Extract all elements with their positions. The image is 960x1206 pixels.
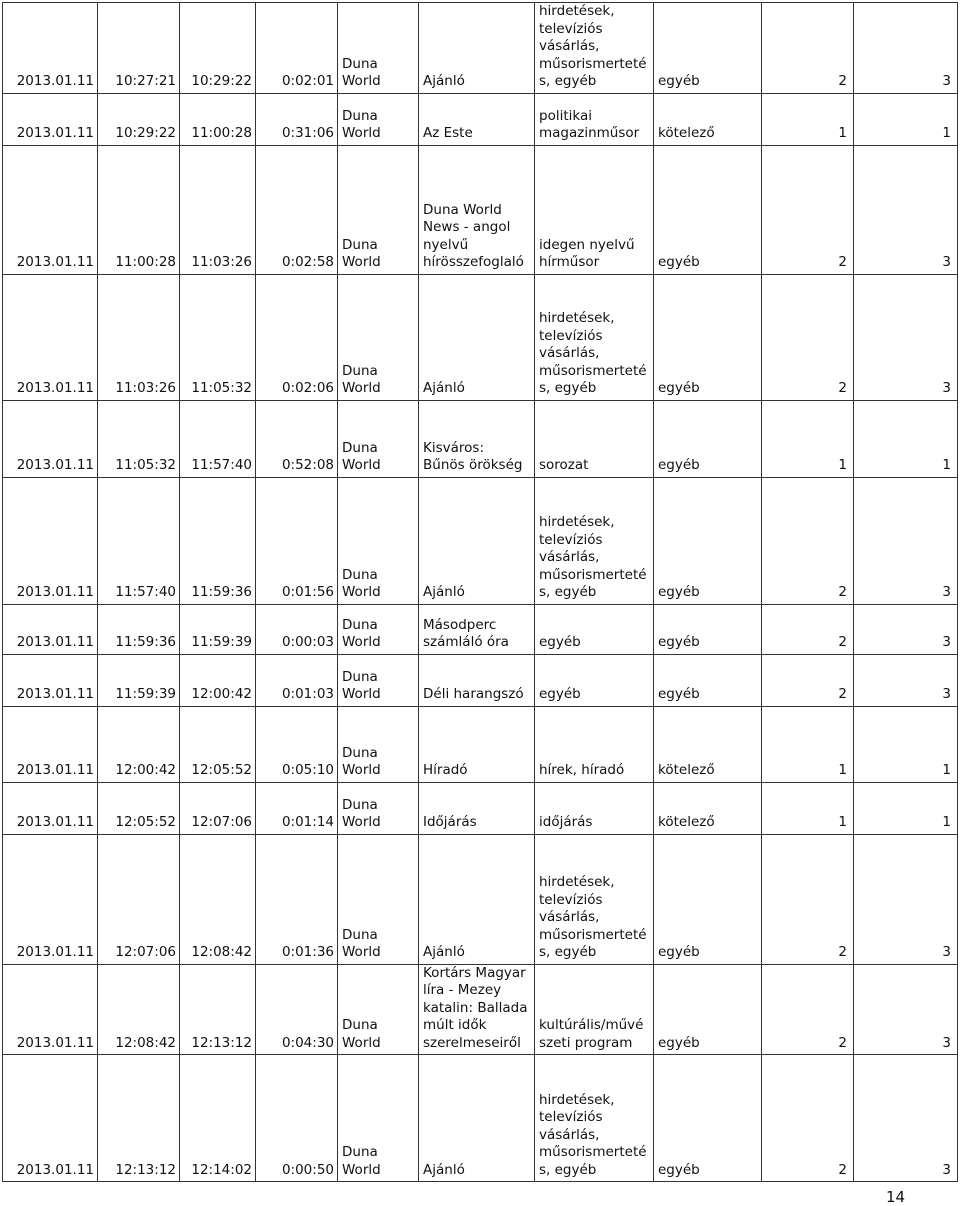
- program-title-cell: Az Este: [419, 93, 535, 145]
- duration-cell: 0:01:56: [256, 477, 338, 604]
- table-row: [3, 782, 958, 834]
- channel-cell: Duna World: [338, 400, 419, 477]
- code-1-cell: 2: [762, 1055, 854, 1182]
- channel-cell: Duna World: [338, 145, 419, 274]
- table-row: [3, 145, 958, 274]
- program-title-cell: Másodperc számláló óra: [419, 604, 535, 654]
- code-2-cell: 3: [854, 477, 958, 604]
- duration-cell: 0:01:14: [256, 782, 338, 834]
- program-title-cell: Kisváros: Bűnös örökség: [419, 400, 535, 477]
- code-1-cell: 1: [762, 93, 854, 145]
- start-time-cell: 11:57:40: [98, 477, 180, 604]
- start-time-cell: 11:05:32: [98, 400, 180, 477]
- table-row: [3, 604, 958, 654]
- genre-cell: kultúrális/művé szeti program: [535, 964, 654, 1055]
- channel-cell: Duna World: [338, 477, 419, 604]
- date-cell: 2013.01.11: [3, 654, 98, 706]
- channel-cell: Duna World: [338, 93, 419, 145]
- date-cell: 2013.01.11: [3, 782, 98, 834]
- page-number: 14: [886, 1188, 906, 1206]
- program-title-cell: Híradó: [419, 706, 535, 782]
- category-cell: egyéb: [654, 400, 762, 477]
- code-2-cell: 3: [854, 964, 958, 1055]
- table-row: [3, 706, 958, 782]
- code-2-cell: 1: [854, 93, 958, 145]
- genre-cell: hirdetések, televíziós vásárlás, műsorismerteté s, egyéb: [535, 834, 654, 964]
- end-time-cell: 11:59:36: [180, 477, 256, 604]
- category-cell: egyéb: [654, 145, 762, 274]
- table-row: [3, 93, 958, 145]
- channel-cell: Duna World: [338, 834, 419, 964]
- date-cell: 2013.01.11: [3, 1055, 98, 1182]
- code-2-cell: 1: [854, 706, 958, 782]
- channel-cell: Duna World: [338, 964, 419, 1055]
- category-cell: egyéb: [654, 964, 762, 1055]
- genre-cell: idegen nyelvű hírműsor: [535, 145, 654, 274]
- code-2-cell: 1: [854, 400, 958, 477]
- duration-cell: 0:00:03: [256, 604, 338, 654]
- channel-cell: Duna World: [338, 1055, 419, 1182]
- date-cell: 2013.01.11: [3, 477, 98, 604]
- category-cell: egyéb: [654, 1055, 762, 1182]
- program-title-cell: Kortárs Magyar líra - Mezey katalin: Ballada múlt idők szerelmeseiről: [419, 964, 535, 1055]
- date-cell: 2013.01.11: [3, 3, 98, 94]
- start-time-cell: 10:29:22: [98, 93, 180, 145]
- code-2-cell: 3: [854, 604, 958, 654]
- genre-cell: hírek, híradó: [535, 706, 654, 782]
- start-time-cell: 10:27:21: [98, 3, 180, 94]
- channel-cell: Duna World: [338, 3, 419, 94]
- start-time-cell: 11:59:39: [98, 654, 180, 706]
- end-time-cell: 10:29:22: [180, 3, 256, 94]
- program-title-cell: Ajánló: [419, 3, 535, 94]
- category-cell: egyéb: [654, 3, 762, 94]
- category-cell: egyéb: [654, 477, 762, 604]
- duration-cell: 0:04:30: [256, 964, 338, 1055]
- code-2-cell: 1: [854, 782, 958, 834]
- code-1-cell: 2: [762, 964, 854, 1055]
- genre-cell: politikai magazinműsor: [535, 93, 654, 145]
- genre-cell: hirdetések, televíziós vásárlás, műsorismerteté s, egyéb: [535, 1055, 654, 1182]
- duration-cell: 0:02:01: [256, 3, 338, 94]
- duration-cell: 0:02:06: [256, 274, 338, 400]
- code-1-cell: 2: [762, 834, 854, 964]
- channel-cell: Duna World: [338, 782, 419, 834]
- end-time-cell: 12:05:52: [180, 706, 256, 782]
- duration-cell: 0:01:36: [256, 834, 338, 964]
- channel-cell: Duna World: [338, 274, 419, 400]
- channel-cell: Duna World: [338, 654, 419, 706]
- date-cell: 2013.01.11: [3, 93, 98, 145]
- date-cell: 2013.01.11: [3, 274, 98, 400]
- category-cell: egyéb: [654, 274, 762, 400]
- program-title-cell: Ajánló: [419, 834, 535, 964]
- code-2-cell: 3: [854, 834, 958, 964]
- end-time-cell: 11:57:40: [180, 400, 256, 477]
- start-time-cell: 11:59:36: [98, 604, 180, 654]
- end-time-cell: 12:08:42: [180, 834, 256, 964]
- table-row: [3, 3, 958, 94]
- code-1-cell: 2: [762, 274, 854, 400]
- channel-cell: Duna World: [338, 706, 419, 782]
- code-2-cell: 3: [854, 274, 958, 400]
- date-cell: 2013.01.11: [3, 604, 98, 654]
- end-time-cell: 11:59:39: [180, 604, 256, 654]
- genre-cell: hirdetések, televíziós vásárlás, műsorismerteté s, egyéb: [535, 274, 654, 400]
- table-row: [3, 834, 958, 964]
- program-title-cell: Időjárás: [419, 782, 535, 834]
- code-1-cell: 2: [762, 477, 854, 604]
- duration-cell: 0:01:03: [256, 654, 338, 706]
- genre-cell: hirdetések, televíziós vásárlás, műsorismerteté s, egyéb: [535, 477, 654, 604]
- start-time-cell: 11:03:26: [98, 274, 180, 400]
- duration-cell: 0:00:50: [256, 1055, 338, 1182]
- code-1-cell: 1: [762, 400, 854, 477]
- code-1-cell: 1: [762, 782, 854, 834]
- code-1-cell: 2: [762, 3, 854, 94]
- code-1-cell: 2: [762, 145, 854, 274]
- category-cell: egyéb: [654, 654, 762, 706]
- code-2-cell: 3: [854, 145, 958, 274]
- table-row: [3, 1055, 958, 1182]
- start-time-cell: 12:08:42: [98, 964, 180, 1055]
- end-time-cell: 11:05:32: [180, 274, 256, 400]
- start-time-cell: 12:00:42: [98, 706, 180, 782]
- category-cell: kötelező: [654, 93, 762, 145]
- end-time-cell: 12:00:42: [180, 654, 256, 706]
- table-row: [3, 477, 958, 604]
- start-time-cell: 11:00:28: [98, 145, 180, 274]
- code-2-cell: 3: [854, 1055, 958, 1182]
- genre-cell: egyéb: [535, 654, 654, 706]
- table-row: [3, 964, 958, 1055]
- category-cell: egyéb: [654, 834, 762, 964]
- program-title-cell: Ajánló: [419, 477, 535, 604]
- code-1-cell: 2: [762, 604, 854, 654]
- end-time-cell: 12:13:12: [180, 964, 256, 1055]
- start-time-cell: 12:13:12: [98, 1055, 180, 1182]
- duration-cell: 0:05:10: [256, 706, 338, 782]
- date-cell: 2013.01.11: [3, 145, 98, 274]
- end-time-cell: 12:07:06: [180, 782, 256, 834]
- end-time-cell: 11:00:28: [180, 93, 256, 145]
- date-cell: 2013.01.11: [3, 964, 98, 1055]
- category-cell: kötelező: [654, 782, 762, 834]
- genre-cell: hirdetések, televíziós vásárlás, műsorismerteté s, egyéb: [535, 3, 654, 94]
- code-2-cell: 3: [854, 654, 958, 706]
- date-cell: 2013.01.11: [3, 400, 98, 477]
- code-1-cell: 2: [762, 654, 854, 706]
- channel-cell: Duna World: [338, 604, 419, 654]
- genre-cell: egyéb: [535, 604, 654, 654]
- date-cell: 2013.01.11: [3, 706, 98, 782]
- program-title-cell: Ajánló: [419, 1055, 535, 1182]
- broadcast-schedule-table: [2, 2, 958, 1182]
- duration-cell: 0:02:58: [256, 145, 338, 274]
- code-2-cell: 3: [854, 3, 958, 94]
- program-title-cell: Duna World News - angol nyelvű hírösszefoglaló: [419, 145, 535, 274]
- program-title-cell: Déli harangszó: [419, 654, 535, 706]
- end-time-cell: 12:14:02: [180, 1055, 256, 1182]
- start-time-cell: 12:07:06: [98, 834, 180, 964]
- genre-cell: időjárás: [535, 782, 654, 834]
- program-title-cell: Ajánló: [419, 274, 535, 400]
- date-cell: 2013.01.11: [3, 834, 98, 964]
- start-time-cell: 12:05:52: [98, 782, 180, 834]
- category-cell: kötelező: [654, 706, 762, 782]
- table-row: [3, 274, 958, 400]
- genre-cell: sorozat: [535, 400, 654, 477]
- duration-cell: 0:31:06: [256, 93, 338, 145]
- code-1-cell: 1: [762, 706, 854, 782]
- table-row: [3, 400, 958, 477]
- duration-cell: 0:52:08: [256, 400, 338, 477]
- category-cell: egyéb: [654, 604, 762, 654]
- end-time-cell: 11:03:26: [180, 145, 256, 274]
- table-row: [3, 654, 958, 706]
